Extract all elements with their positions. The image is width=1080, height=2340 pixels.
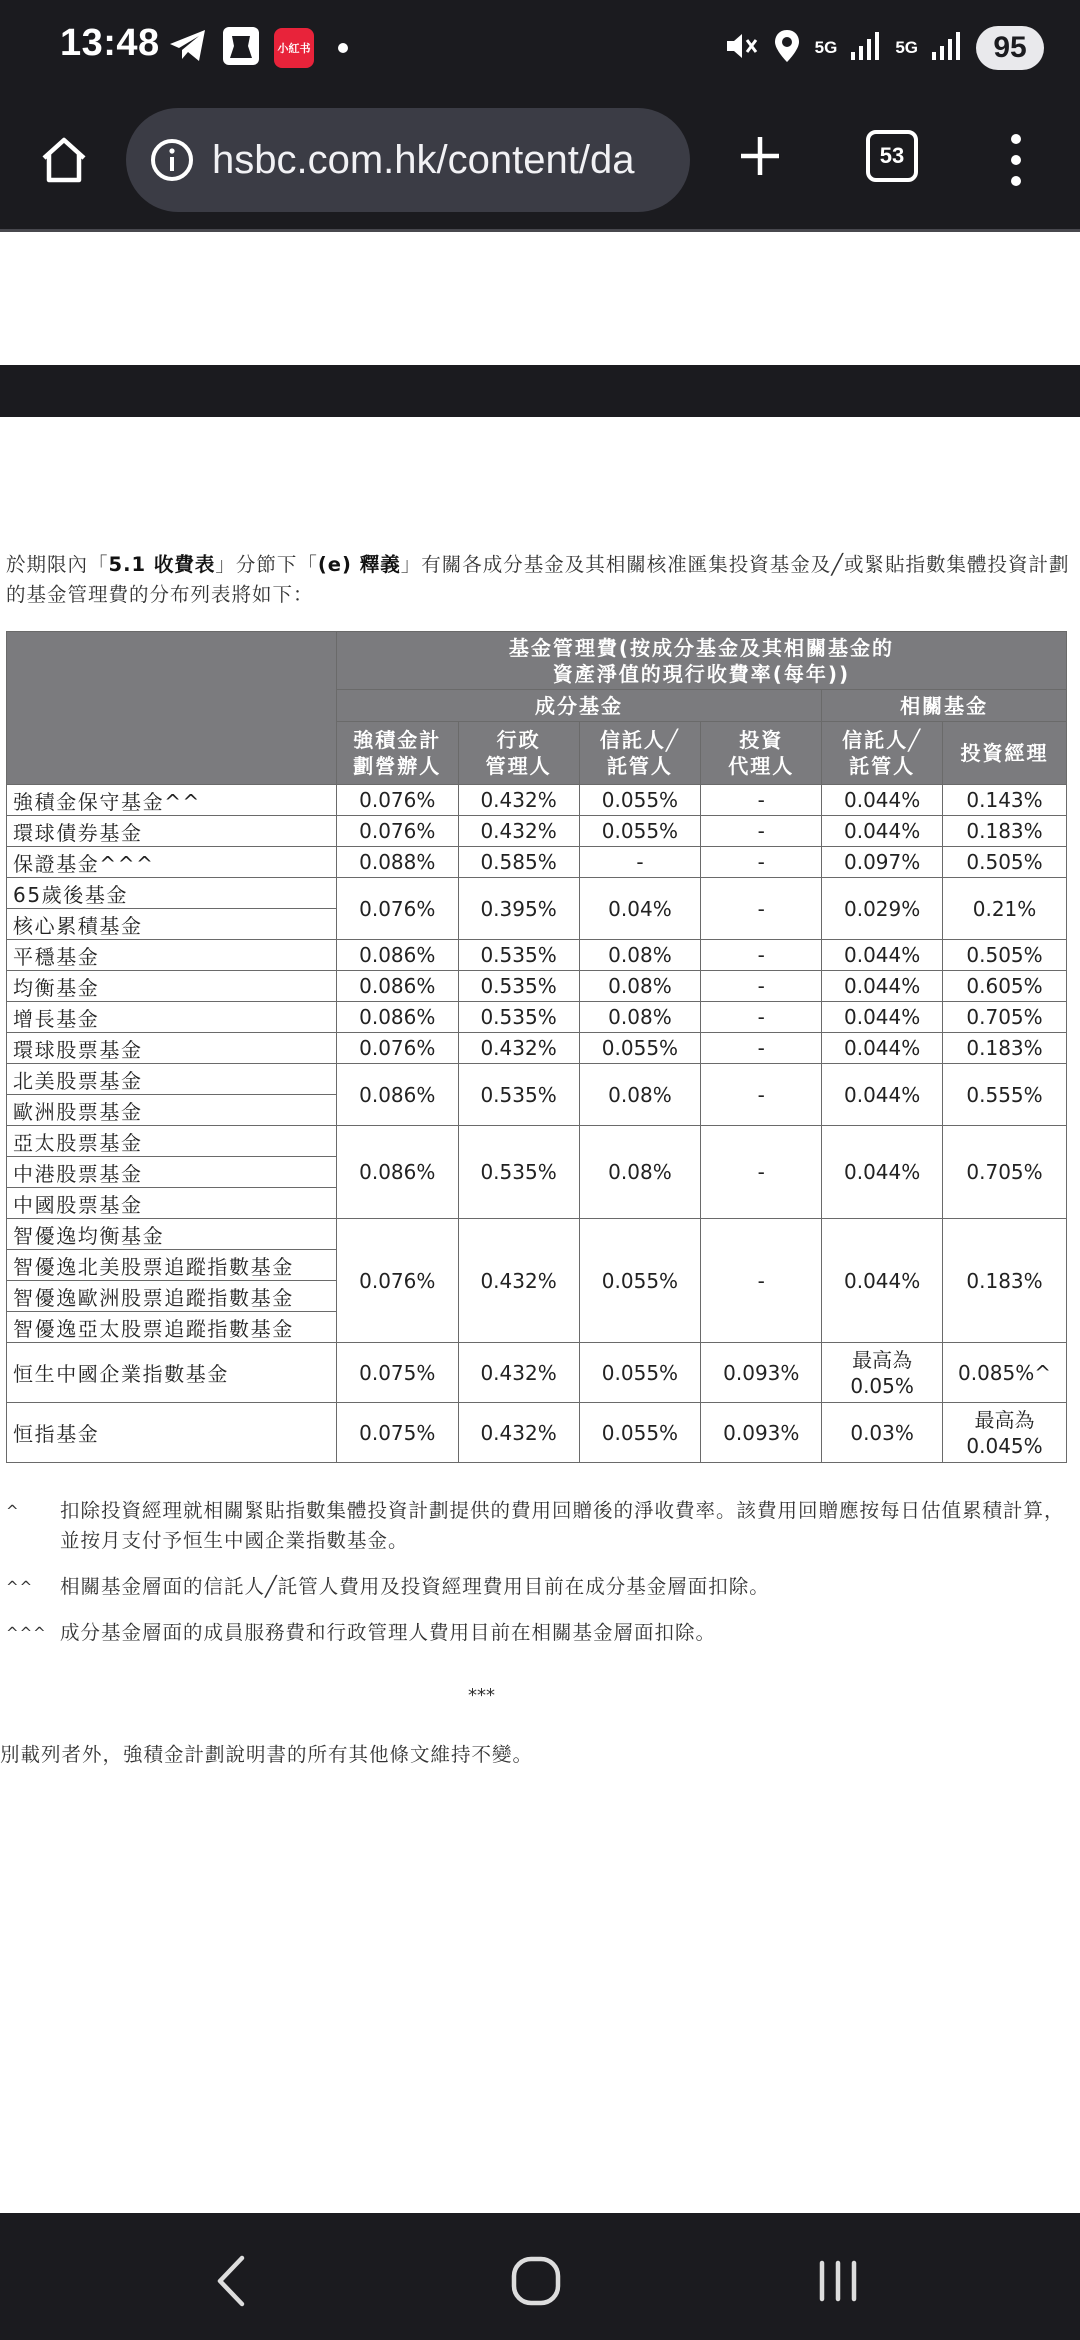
mute-icon — [723, 28, 759, 68]
fee-cell: 0.535% — [458, 971, 579, 1002]
fund-name: 中港股票基金 — [7, 1157, 337, 1188]
footnote-text: 成分基金層面的成員服務費和行政管理人費用目前在相關基金層面扣除。 — [60, 1621, 717, 1644]
table-row — [7, 785, 1067, 816]
fund-name: 智優逸歐洲股票追蹤指數基金 — [7, 1281, 337, 1312]
fee-cell: 0.044% — [822, 1126, 943, 1219]
network-type-2: 5G — [895, 38, 918, 57]
fund-name: 北美股票基金 — [7, 1064, 337, 1095]
fee-cell: 0.076% — [336, 1219, 458, 1343]
fee-cell: 0.044% — [822, 816, 943, 847]
header-trustee: 信託人╱ 託管人 — [579, 722, 701, 785]
fee-cell: 0.03% — [822, 1403, 943, 1463]
fee-cell: - — [701, 1033, 822, 1064]
fee-cell: 0.093% — [701, 1403, 822, 1463]
table-row — [7, 816, 1067, 847]
fund-name: 智優逸均衡基金 — [7, 1219, 337, 1250]
fee-cell: 0.705% — [943, 1126, 1067, 1219]
signal-icon-2 — [932, 30, 962, 66]
fund-name: 增長基金 — [7, 1002, 337, 1033]
notification-icons — [168, 26, 348, 70]
footnote — [6, 1572, 1074, 1602]
fund-name: 智優逸亞太股票追蹤指數基金 — [7, 1312, 337, 1343]
fee-cell: 0.505% — [943, 847, 1067, 878]
table-row — [7, 847, 1067, 878]
fee-cell: - — [701, 1126, 822, 1219]
fee-cell: 0.183% — [943, 1033, 1067, 1064]
fee-cell: 0.505% — [943, 940, 1067, 971]
fund-name: 強積金保守基金^^ — [7, 785, 337, 816]
address-bar[interactable] — [126, 108, 690, 212]
fee-cell: 0.044% — [822, 1033, 943, 1064]
fee-cell: 0.055% — [579, 1403, 701, 1463]
table-row — [7, 1343, 1067, 1403]
more-notifications-dot — [338, 43, 348, 53]
footnotes — [6, 1496, 1074, 1664]
recents-icon[interactable] — [808, 2251, 868, 2311]
fee-cell: 0.097% — [822, 847, 943, 878]
back-icon[interactable] — [202, 2251, 262, 2311]
fee-cell: 0.044% — [822, 1064, 943, 1126]
system-icons — [723, 26, 1044, 70]
fund-name: 平穩基金 — [7, 940, 337, 971]
header-admin: 行政 管理人 — [458, 722, 579, 785]
home-nav-icon[interactable] — [506, 2251, 566, 2311]
network-type-1: 5G — [814, 38, 838, 57]
fee-cell: 0.044% — [822, 1219, 943, 1343]
header-sponsor: 強積金計 劃營辦人 — [336, 722, 458, 785]
clock: 13:48 — [60, 22, 160, 64]
fee-cell: 0.044% — [822, 971, 943, 1002]
header-constituent-fund: 成分基金 — [336, 690, 821, 722]
header-underlying-fund: 相關基金 — [822, 690, 1067, 722]
fee-cell: 0.08% — [579, 940, 701, 971]
fee-cell: 0.044% — [822, 1002, 943, 1033]
fee-cell: 0.088% — [336, 847, 458, 878]
fee-cell: 0.432% — [458, 1219, 579, 1343]
fee-cell: - — [701, 878, 822, 940]
fee-cell: 0.535% — [458, 1126, 579, 1219]
status-bar — [0, 0, 1080, 100]
fee-cell: 0.075% — [336, 1403, 458, 1463]
fee-cell: 最高為 0.05% — [822, 1343, 943, 1403]
fund-name: 環球股票基金 — [7, 1033, 337, 1064]
fund-name: 均衡基金 — [7, 971, 337, 1002]
fund-name: 歐洲股票基金 — [7, 1095, 337, 1126]
home-icon — [38, 134, 90, 186]
fee-cell: 0.055% — [579, 1343, 701, 1403]
fee-cell: 0.705% — [943, 1002, 1067, 1033]
navigation-bar — [0, 2213, 1080, 2340]
fee-cell: 0.585% — [458, 847, 579, 878]
info-icon[interactable] — [144, 132, 200, 188]
fee-cell: 0.395% — [458, 878, 579, 940]
fee-cell: 0.432% — [458, 785, 579, 816]
intro-paragraph: 於期限內「5.1 收費表」分節下「(e) 釋義」有關各成分基金及其相關核准匯集投資基金及╱或緊貼指數集體投資計劃的基金管理費的分布列表將如下： — [6, 553, 1070, 606]
fee-cell: - — [579, 847, 701, 878]
fee-cell: 0.432% — [458, 1343, 579, 1403]
table-row — [7, 940, 1067, 971]
footnote-mark: ^ — [6, 1502, 20, 1520]
fund-name: 亞太股票基金 — [7, 1126, 337, 1157]
fee-cell: 0.076% — [336, 785, 458, 816]
fee-cell: 0.076% — [336, 1033, 458, 1064]
url-text[interactable]: hsbc.com.hk/content/da — [212, 137, 635, 182]
header-investment-manager: 投資經理 — [943, 722, 1067, 785]
footnote-text: 扣除投資經理就相關緊貼指數集體投資計劃提供的費用回贈後的淨收費率。該費用回贈應按每日估值累積計算，並按月支付予恒生中國企業指數基金。 — [60, 1499, 1065, 1552]
table-row — [7, 1403, 1067, 1463]
table-row — [7, 1033, 1067, 1064]
fee-cell: 0.04% — [579, 878, 701, 940]
fee-cell: 0.086% — [336, 1126, 458, 1219]
table-row — [7, 878, 1067, 909]
fee-cell: 0.605% — [943, 971, 1067, 1002]
fee-cell: 0.432% — [458, 1403, 579, 1463]
fee-cell: 0.432% — [458, 1033, 579, 1064]
fee-cell: - — [701, 971, 822, 1002]
more-icon[interactable] — [1000, 128, 1032, 192]
footnote-mark: ^^ — [6, 1578, 34, 1596]
fee-cell: 0.535% — [458, 940, 579, 971]
browser-toolbar — [0, 100, 1080, 232]
fee-cell: 0.055% — [579, 816, 701, 847]
table-row — [7, 1219, 1067, 1250]
fee-cell: 0.085%^ — [943, 1343, 1067, 1403]
fund-name: 中國股票基金 — [7, 1188, 337, 1219]
footnote-text: 相關基金層面的信託人╱託管人費用及投資經理費用目前在成分基金層面扣除。 — [60, 1575, 770, 1598]
fee-cell: 0.535% — [458, 1064, 579, 1126]
fee-cell: 0.183% — [943, 816, 1067, 847]
fund-name: 環球債券基金 — [7, 816, 337, 847]
fee-cell: 0.044% — [822, 785, 943, 816]
closing-text: 別載列者外，強積金計劃說明書的所有其他條文維持不變。 — [0, 1743, 534, 1766]
fee-cell: 0.029% — [822, 878, 943, 940]
fee-cell: 0.055% — [579, 785, 701, 816]
fund-name: 65歲後基金 — [7, 878, 337, 909]
battery-indicator: 95 — [976, 26, 1044, 70]
fee-cell: 0.08% — [579, 1064, 701, 1126]
page-header-band — [0, 365, 1080, 417]
footnote — [6, 1496, 1074, 1556]
fee-cell: - — [701, 785, 822, 816]
fee-cell: - — [701, 1219, 822, 1343]
fee-cell: - — [701, 1064, 822, 1126]
signal-icon — [851, 30, 881, 66]
xiaohongshu-icon: 小紅书 — [274, 28, 314, 68]
fee-cell: 0.143% — [943, 785, 1067, 816]
fee-cell: 0.086% — [336, 971, 458, 1002]
fund-name: 恒指基金 — [7, 1403, 337, 1463]
fee-cell: 0.086% — [336, 1064, 458, 1126]
fees-table — [6, 631, 1067, 1463]
table-row — [7, 971, 1067, 1002]
plus-icon — [737, 133, 783, 179]
table-row — [7, 1002, 1067, 1033]
fee-cell: 0.086% — [336, 940, 458, 971]
fee-cell: - — [701, 940, 822, 971]
fee-cell: 0.21% — [943, 878, 1067, 940]
fee-cell: - — [701, 847, 822, 878]
fee-cell: 0.183% — [943, 1219, 1067, 1343]
location-icon — [773, 28, 801, 68]
header-fund-name — [7, 632, 337, 785]
telegram-icon — [168, 28, 208, 68]
footnote-mark: ^^^ — [6, 1624, 47, 1642]
table-row — [7, 1126, 1067, 1157]
fee-cell: 0.08% — [579, 1002, 701, 1033]
fee-cell: 最高為 0.045% — [943, 1403, 1067, 1463]
fee-cell: 0.555% — [943, 1064, 1067, 1126]
fee-cell: 0.535% — [458, 1002, 579, 1033]
fee-cell: - — [701, 816, 822, 847]
fund-name: 核心累積基金 — [7, 909, 337, 940]
footnote — [6, 1618, 1074, 1648]
fee-cell: 0.076% — [336, 878, 458, 940]
separator: *** — [468, 1685, 495, 1706]
fee-cell: 0.432% — [458, 816, 579, 847]
fee-cell: 0.08% — [579, 1126, 701, 1219]
fund-name: 恒生中國企業指數基金 — [7, 1343, 337, 1403]
home-button[interactable] — [32, 128, 96, 192]
fee-cell: - — [701, 1002, 822, 1033]
tab-switcher-button[interactable]: 53 — [866, 130, 918, 182]
fund-name: 保證基金^^^ — [7, 847, 337, 878]
fee-cell: 0.093% — [701, 1343, 822, 1403]
fund-name: 智優逸北美股票追蹤指數基金 — [7, 1250, 337, 1281]
fee-cell: 0.086% — [336, 1002, 458, 1033]
table-row — [7, 1064, 1067, 1095]
fee-cell: 0.055% — [579, 1033, 701, 1064]
app-icon — [222, 26, 260, 70]
fee-cell: 0.055% — [579, 1219, 701, 1343]
fee-cell: 0.044% — [822, 940, 943, 971]
fee-cell: 0.076% — [336, 816, 458, 847]
header-agent: 投資 代理人 — [701, 722, 822, 785]
fee-cell: 0.08% — [579, 971, 701, 1002]
header-underlying-trustee: 信託人╱ 託管人 — [822, 722, 943, 785]
new-tab-button[interactable] — [728, 124, 792, 188]
header-main: 基金管理費(按成分基金及其相關基金的 資產淨值的現行收費率(每年)) — [336, 632, 1066, 690]
fee-cell: 0.075% — [336, 1343, 458, 1403]
